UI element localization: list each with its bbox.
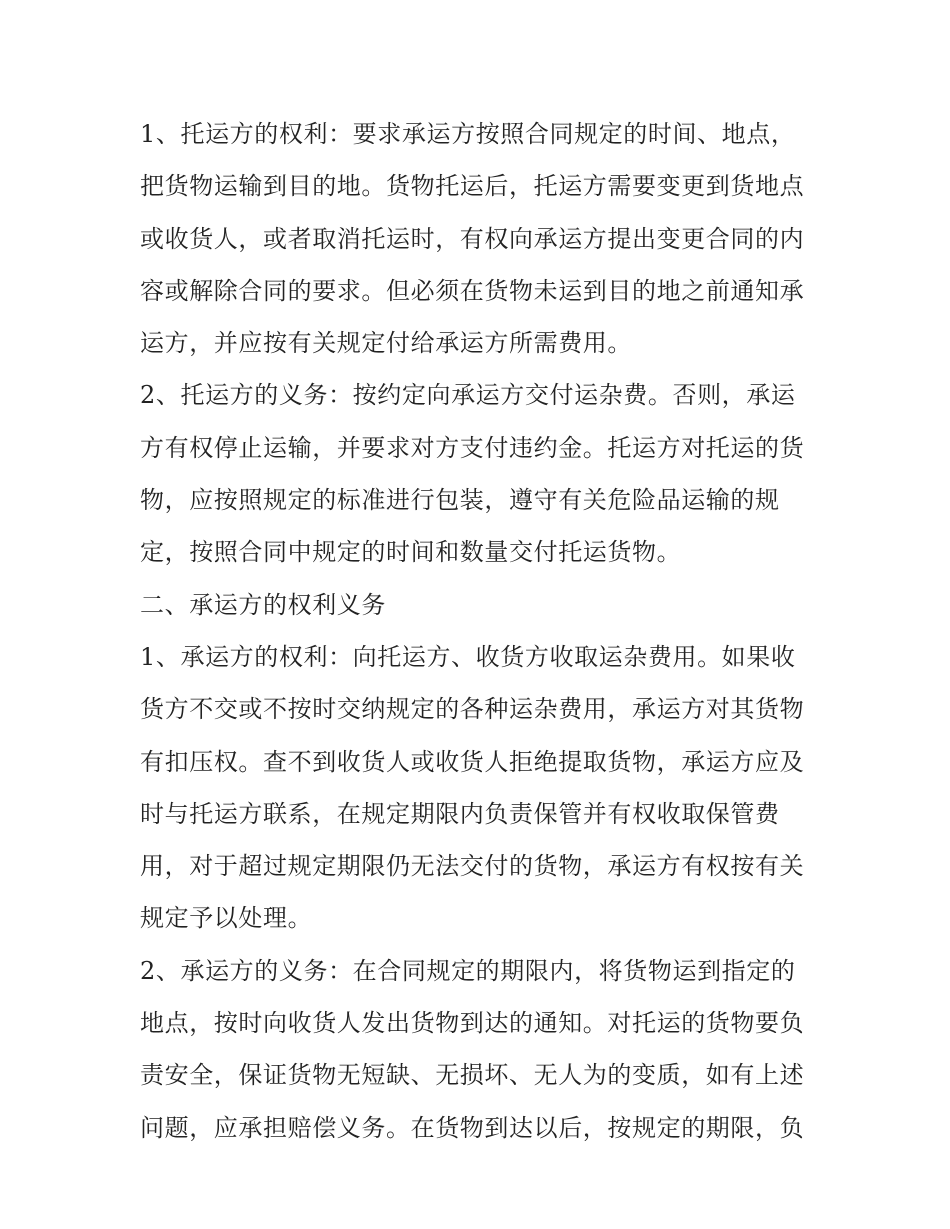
- text-line: 定，按照合同中规定的时间和数量交付托运货物。: [140, 538, 682, 567]
- text-line: 2、托运方的义务：按约定向承运方交付运杂费。否则，承运: [140, 381, 796, 410]
- text-line: 责安全，保证货物无短缺、无损坏、无人为的变质，如有上述: [140, 1061, 805, 1090]
- text-line: 或收货人，或者取消托运时，有权向承运方提出变更合同的内: [140, 224, 805, 253]
- text-line: 把货物运输到目的地。货物托运后，托运方需要变更到货地点: [140, 172, 805, 201]
- document-body: [140, 108, 820, 1154]
- text-line: 问题，应承担赔偿义务。在货物到达以后，按规定的期限，负: [140, 1113, 805, 1142]
- text-line: 1、承运方的权利：向托运方、收货方收取运杂费用。如果收: [140, 642, 796, 671]
- text-line: 货方不交或不按时交纳规定的各种运杂费用，承运方对其货物: [140, 695, 805, 724]
- text-line: 时与托运方联系，在规定期限内负责保管并有权收取保管费: [140, 799, 780, 828]
- text-line: 地点，按时向收货人发出货物到达的通知。对托运的货物要负: [140, 1009, 805, 1038]
- text-line: 运方，并应按有关规定付给承运方所需费用。: [140, 329, 632, 358]
- text-line: 方有权停止运输，并要求对方支付违约金。托运方对托运的货: [140, 433, 805, 462]
- text-line: 1、托运方的权利：要求承运方按照合同规定的时间、地点，: [140, 120, 796, 148]
- text-line: 2、承运方的义务：在合同规定的期限内，将货物运到指定的: [140, 956, 796, 985]
- text-line: 规定予以处理。: [140, 904, 313, 933]
- text-line: 用，对于超过规定期限仍无法交付的货物，承运方有权按有关: [140, 852, 805, 881]
- text-line: 容或解除合同的要求。但必须在货物未运到目的地之前通知承: [140, 276, 805, 305]
- text-line: 物，应按照规定的标准进行包装，遵守有关危险品运输的规: [140, 486, 780, 515]
- text-line: 有扣压权。查不到收货人或收货人拒绝提取货物，承运方应及: [140, 747, 805, 776]
- section-heading: 二、承运方的权利义务: [140, 590, 386, 619]
